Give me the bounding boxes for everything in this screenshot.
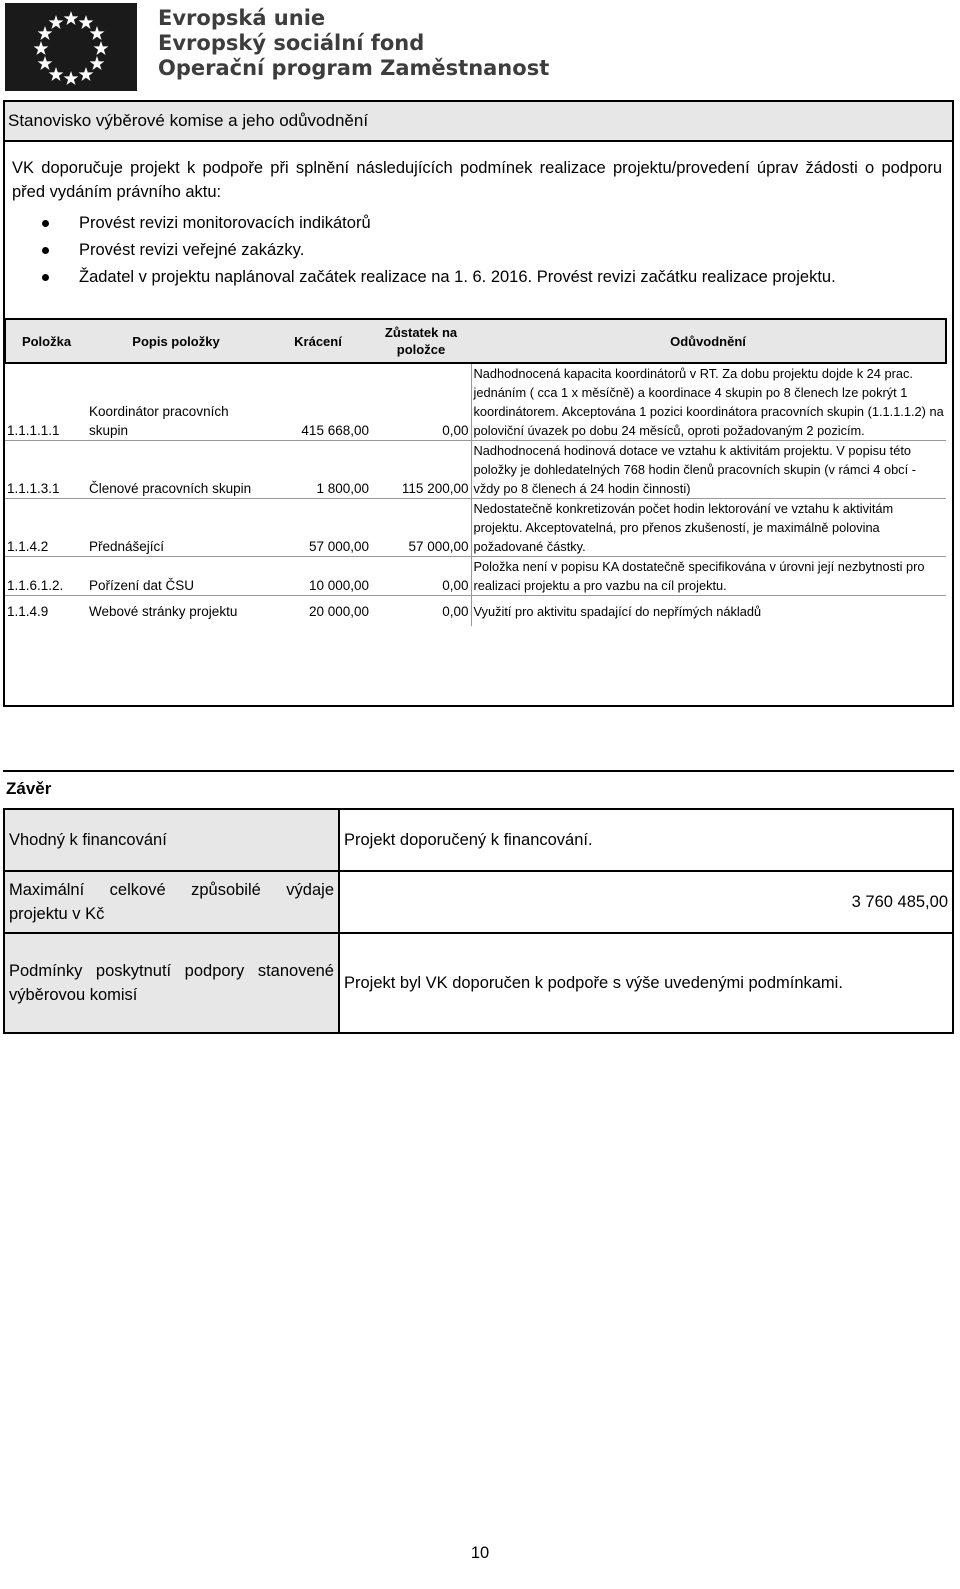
cell-description: Členové pracovních skupin <box>87 441 265 499</box>
cell-description: Webové stránky projektu <box>87 596 265 627</box>
eu-stars-icon <box>5 3 137 91</box>
budget-reduction-table <box>4 318 947 626</box>
table-header-row <box>5 319 946 363</box>
cell-item: 1.1.1.1.1 <box>7 423 60 438</box>
condition-item: Provést revizi monitorovacích indikátorů <box>5 210 836 237</box>
cell-description: Koordinátor pracovních skupin <box>89 404 229 438</box>
header-description: Popis položky <box>87 319 265 363</box>
cell-justification: Nadhodnocená hodinová dotace ve vztahu k aktivitám projektu. V popisu této položky je dohledatelných 768 hodin členů pracovních skupin (v rámci 4 obcí - vždy po 8 členech á 24 hodin činnosti) <box>471 441 946 499</box>
cell-reduction: 415 668,00 <box>301 423 369 438</box>
table-row <box>5 557 946 596</box>
cell-justification: Využití pro aktivitu spadající do nepřímých nákladů <box>471 596 946 627</box>
conclusion-label: Podmínky poskytnutí podpory stanovené výběrovou komisí <box>4 933 339 1033</box>
cell-remaining: 115 200,00 <box>371 441 471 499</box>
cell-reduction: 1 800,00 <box>265 441 371 499</box>
logo-line-1: Evropská unie <box>158 6 326 30</box>
cell-description: Přednášející <box>87 499 265 557</box>
table-row <box>5 363 946 441</box>
cell-justification: Nedostatečně konkretizován počet hodin lektorování ve vztahu k aktivitám projektu. Akceptovatelná, pro přenos zkušeností, je maximálně polovina požadované částky. <box>471 499 946 557</box>
bullet-icon <box>42 220 49 227</box>
condition-item: Provést revizi veřejné zakázky. <box>5 237 836 264</box>
cell-item: 1.1.4.9 <box>5 596 87 627</box>
cell-reduction: 20 000,00 <box>265 596 371 627</box>
table-row <box>5 441 946 499</box>
conclusion-label: Vhodný k financování <box>4 809 339 871</box>
cell-item: 1.1.6.1.2. <box>5 557 87 596</box>
header-remaining: Zůstatek na položce <box>371 319 471 363</box>
table-row <box>5 499 946 557</box>
cell-item: 1.1.1.3.1 <box>5 441 87 499</box>
logo-line-2: Evropský sociální fond <box>158 31 425 55</box>
cell-remaining: 0,00 <box>371 363 471 441</box>
cell-justification: Položka není v popisu KA dostatečně specifikována v úrovni její nezbytnosti pro realizaci projektu a pro vazbu na cíl projektu. <box>471 557 946 596</box>
header-reduction: Krácení <box>265 319 371 363</box>
cell-item: 1.1.4.2 <box>5 499 87 557</box>
logo-line-3: Operační program Zaměstnanost <box>158 56 550 80</box>
bullet-icon <box>42 247 49 254</box>
condition-item: Žadatel v projektu naplánoval začátek realizace na 1. 6. 2016. Provést revizi začátku realizace projektu. <box>5 264 836 291</box>
conclusion-row <box>4 871 953 933</box>
page-number: 10 <box>470 1544 490 1562</box>
recommendation-text: VK doporučuje projekt k podpoře při splnění následujících podmínek realizace projektu/provedení úprav žádosti o podporu před vydáním právního aktu: <box>12 159 942 201</box>
conclusion-label: Maximální celkové způsobilé výdaje projektu v Kč <box>4 871 339 933</box>
table-row <box>5 596 946 627</box>
header-item: Položka <box>5 319 87 363</box>
conclusion-row <box>4 809 953 871</box>
cell-description: Pořízení dat ČSU <box>87 557 265 596</box>
eu-logo-text <box>158 6 549 81</box>
conditions-list <box>5 210 836 291</box>
header-justification: Odůvodnění <box>471 319 946 363</box>
conclusion-value: Projekt doporučený k financování. <box>339 809 953 871</box>
cell-remaining: 0,00 <box>371 596 471 627</box>
conclusion-value: 3 760 485,00 <box>339 871 953 933</box>
statement-title: Stanovisko výběrové komise a jeho odůvodnění <box>5 102 952 142</box>
conclusion-title: Závěr <box>3 770 954 808</box>
cell-justification: Nadhodnocená kapacita koordinátorů v RT. Za dobu projektu dojde k 24 prac. jednáním ( cca 1 x měsíčně) a koordinace 4 skupin po 8 členech lze pokrýt 1 koordinátorem. Akceptována 1 pozici koordinátora pracovních skupin (1.1.1.1.2) na poloviční úvazek po dobu 24 měsíců, oproti požadovaným 2 pozicím. <box>473 366 944 438</box>
eu-flag-logo <box>5 3 137 91</box>
cell-reduction: 57 000,00 <box>265 499 371 557</box>
cell-remaining: 57 000,00 <box>371 499 471 557</box>
cell-reduction: 10 000,00 <box>265 557 371 596</box>
conclusion-row <box>4 933 953 1033</box>
conclusion-value: Projekt byl VK doporučen k podpoře s výše uvedenými podmínkami. <box>339 933 953 1033</box>
cell-remaining: 0,00 <box>371 557 471 596</box>
conclusion-table <box>3 808 954 1034</box>
bullet-icon <box>42 274 49 281</box>
